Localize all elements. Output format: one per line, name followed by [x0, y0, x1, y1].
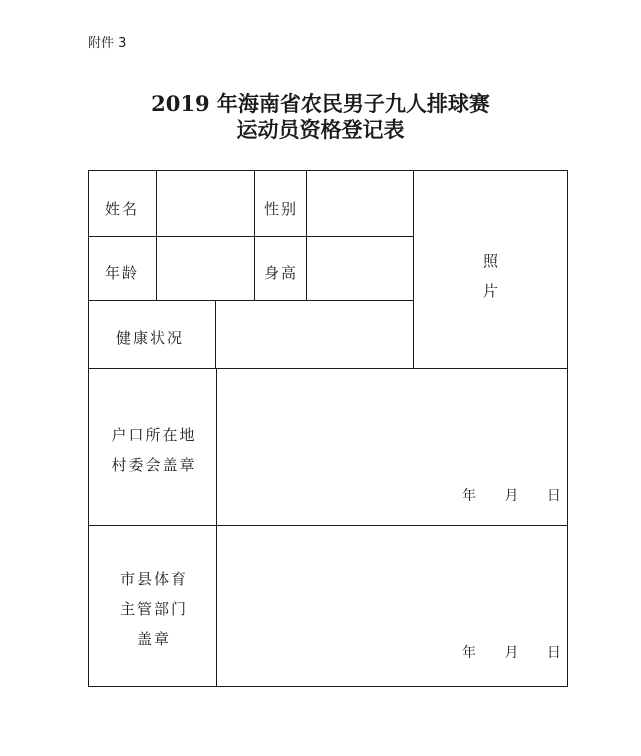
age-field[interactable] [157, 237, 254, 300]
health-status-label: 健康状况 [116, 329, 185, 347]
table-border-bottom [88, 686, 568, 687]
health-status-field[interactable] [216, 301, 413, 368]
col-divider-gender-label [254, 170, 255, 301]
gender-field[interactable] [307, 171, 413, 236]
table-border-left [88, 170, 89, 687]
county-stamp-field[interactable] [217, 526, 567, 686]
photo-label-line-1: 照 [482, 252, 498, 270]
residence-stamp-date: 年 月 日 [462, 488, 561, 504]
photo-label-line-2: 片 [482, 282, 498, 300]
age-label: 年龄 [105, 264, 140, 282]
residence-village-stamp-label: 户口所在地 村委会盖章 [111, 426, 197, 474]
name-label: 姓名 [105, 200, 140, 218]
county-sports-dept-stamp-label: 市县体育 主管部门 盖章 [119, 570, 188, 648]
table-border-right [567, 170, 568, 687]
photo-area[interactable] [414, 246, 567, 306]
county-stamp-date: 年 月 日 [462, 645, 561, 661]
form-title-line-1: 2019 年海南省农民男子九人排球赛 [151, 91, 490, 116]
attachment-label: 附件 3 [88, 36, 127, 51]
form-title-line-2: 运动员资格登记表 [236, 117, 405, 142]
height-label: 身高 [264, 264, 299, 282]
gender-label: 性别 [264, 200, 299, 218]
name-field[interactable] [157, 171, 254, 236]
height-field[interactable] [307, 237, 413, 300]
